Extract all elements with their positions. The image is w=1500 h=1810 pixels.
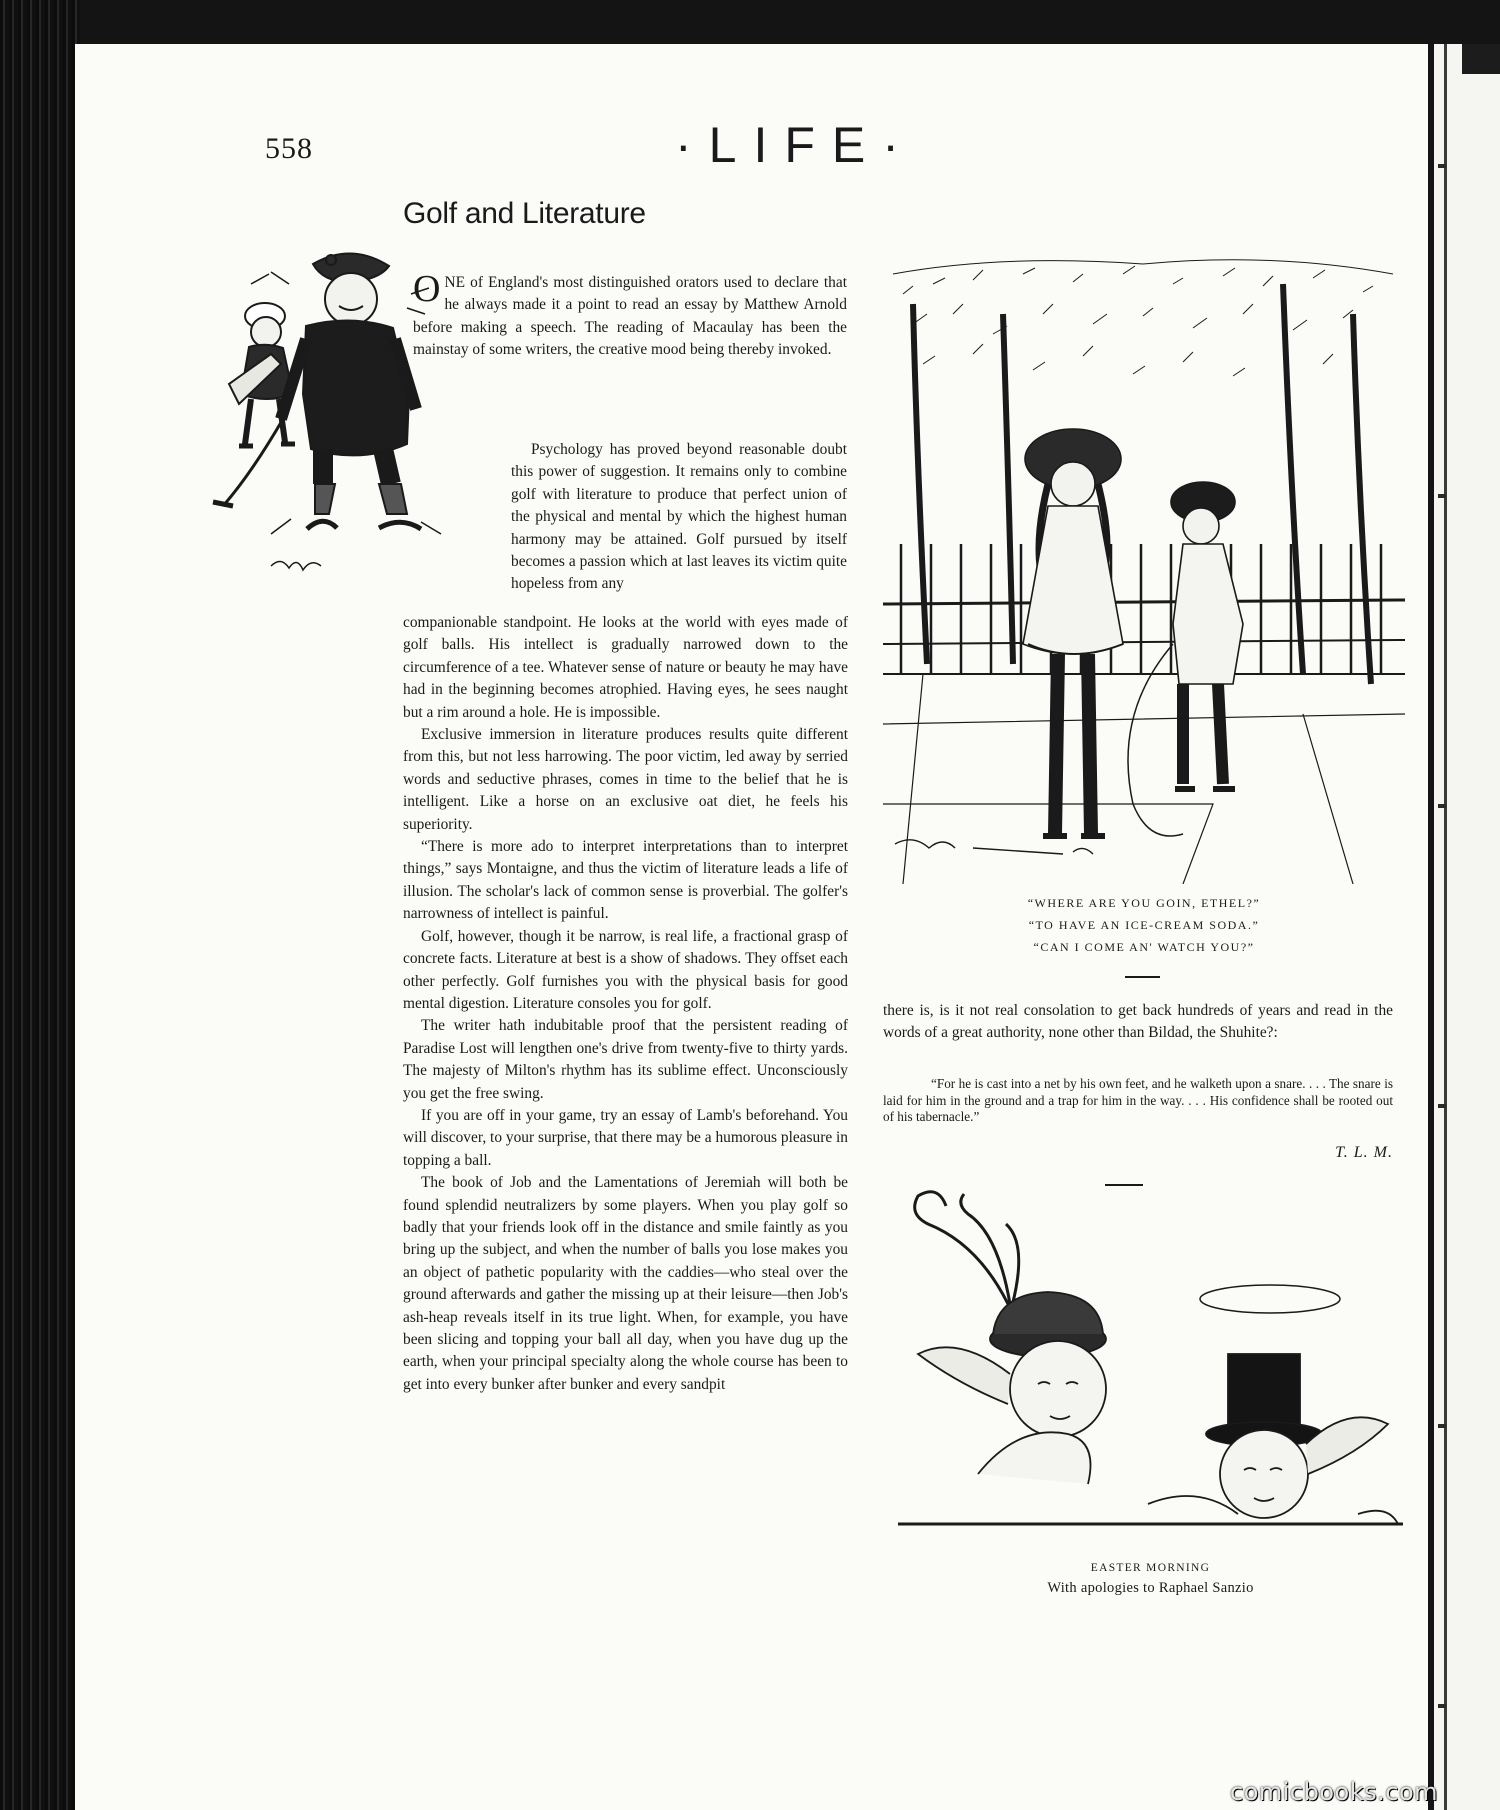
caption-line: “WHERE ARE YOU GOIN, ETHEL?” (1027, 896, 1261, 910)
masthead-title: ·LIFE· (675, 117, 916, 173)
gutter-tick (1438, 1104, 1446, 1108)
bildad-quotation (883, 1076, 1393, 1126)
caption-line: “CAN I COME AN' WATCH YOU?” (1033, 940, 1255, 954)
site-watermark: comicbooks.com (1230, 1778, 1439, 1806)
intro-paragraph-text: NE of England's most distinguished orators used to declare that he always made it a point to read an essay by Matthew Arnold before making a speech. The reading of Macaulay has been the mainstay of some writers, the creative mood being thereby invoked. (413, 274, 847, 359)
article-title: Golf and Literature (403, 197, 646, 230)
magazine-page (75, 44, 1428, 1810)
article-paragraph: The writer hath indubitable proof that the persistent reading of Paradise Lost will lengthen one's drive from twenty-five to thirty yards. The majesty of Milton's rhythm has its sublime effect. Unconsciously you get the free swing. (403, 1017, 848, 1102)
quotation-text: “For he is cast into a net by his own feet, and he walketh upon a snare. . . . The snare is laid for him in the ground and a trap for him in the way. . . . His confidence shall be rooted out of his tabernacle.” (883, 1076, 1393, 1124)
cherubs-cartoon-caption (898, 1558, 1403, 1598)
caption-line: “TO HAVE AN ICE-CREAM SODA.” (1028, 918, 1260, 932)
scan-corner (1462, 44, 1500, 74)
gutter-tick (1438, 164, 1446, 168)
section-divider (1125, 976, 1160, 978)
drop-cap: O (413, 268, 441, 310)
article-paragraph: companionable standpoint. He looks at the world with eyes made of golf balls. His intellect is gradually narrowed down to the circumference of a tee. Whatever sense of nature or beauty he may have had in the beginning becomes atrophied. Having eyes, he sees naught but a rim around a hole. He is impossible. (403, 614, 848, 721)
easter-cherubs-illustration (898, 1184, 1403, 1554)
gutter-tick (1438, 494, 1446, 498)
article-intro-paragraph (413, 268, 847, 362)
children-cartoon-illustration (883, 244, 1405, 884)
gutter-tick (1438, 1704, 1446, 1708)
article-paragraph: “There is more ado to interpret interpretations than to interpret things,” says Montaigne, and thus the victim of literature leads a life of illusion. The scholar's lack of common sense is proverbial. The golfer's narrowness of intellect is painful. (403, 838, 848, 923)
article-continuation: there is, is it not real consolation to get back hundreds of years and read in the words of a great authority, none other than Bildad, the Shuhite?: (883, 1002, 1393, 1042)
gutter-tick (1438, 1424, 1446, 1428)
article-paragraph: Exclusive immersion in literature produces results quite different from this, but not less harrowing. The poor victim, led away by serried words and seductive phrases, comes in time to the belief that he is intelligent. Like a horse on an exclusive oat diet, he feels his superiority. (403, 726, 848, 833)
article-second-paragraph (511, 439, 847, 596)
article-paragraph: Golf, however, though it be narrow, is real life, a fractional grasp of concrete facts. Literature at best is a show of shadows. They offset each other perfectly. Golf furnishes you with the physical basis for good mental digestion. Literature consoles you for golf. (403, 927, 848, 1012)
second-paragraph-text: Psychology has proved beyond reasonable doubt this power of suggestion. It remains only to combine golf with literature to produce that perfect union of the physical and mental by which the highest human harmony may be attained. Golf pursued by itself becomes a passion which at last leaves its victim quite hopeless from any (511, 441, 847, 593)
caption-subtitle: With apologies to Raphael Sanzio (1047, 1580, 1254, 1596)
caption-title: EASTER MORNING (1090, 1562, 1211, 1574)
article-paragraph: If you are off in your game, try an essay of Lamb's beforehand. You will discover, to your surprise, that there may be a humorous pleasure in topping a ball. (403, 1106, 848, 1169)
adjacent-page-edge (1434, 44, 1500, 1810)
page-number: 558 (265, 132, 313, 165)
article-left-column (403, 612, 848, 1396)
article-right-column (883, 1000, 1393, 1045)
author-signature: T. L. M. (1335, 1144, 1393, 1161)
article-paragraph: The book of Job and the Lamentations of Jeremiah will both be found splendid neutralizers by some players. When you play golf so badly that your friends look off in the distance and smile faintly as you bring up the subject, and when the number of balls you lose makes you an object of pathetic popularity with the caddies—who steal over the ground afterwards and gather the missing up at their leisure—then Job's ash-heap reveals itself in its true light. When, for example, you have been slicing and topping your ball all day, when you have dug up the earth, when your principal specialty along the whole course has been to get into every bunker after bunker and every sandpit (403, 1174, 848, 1393)
gutter-line (1444, 44, 1447, 1810)
children-cartoon-caption (883, 892, 1405, 958)
scan-background-edge (0, 0, 80, 1810)
gutter-tick (1438, 804, 1446, 808)
